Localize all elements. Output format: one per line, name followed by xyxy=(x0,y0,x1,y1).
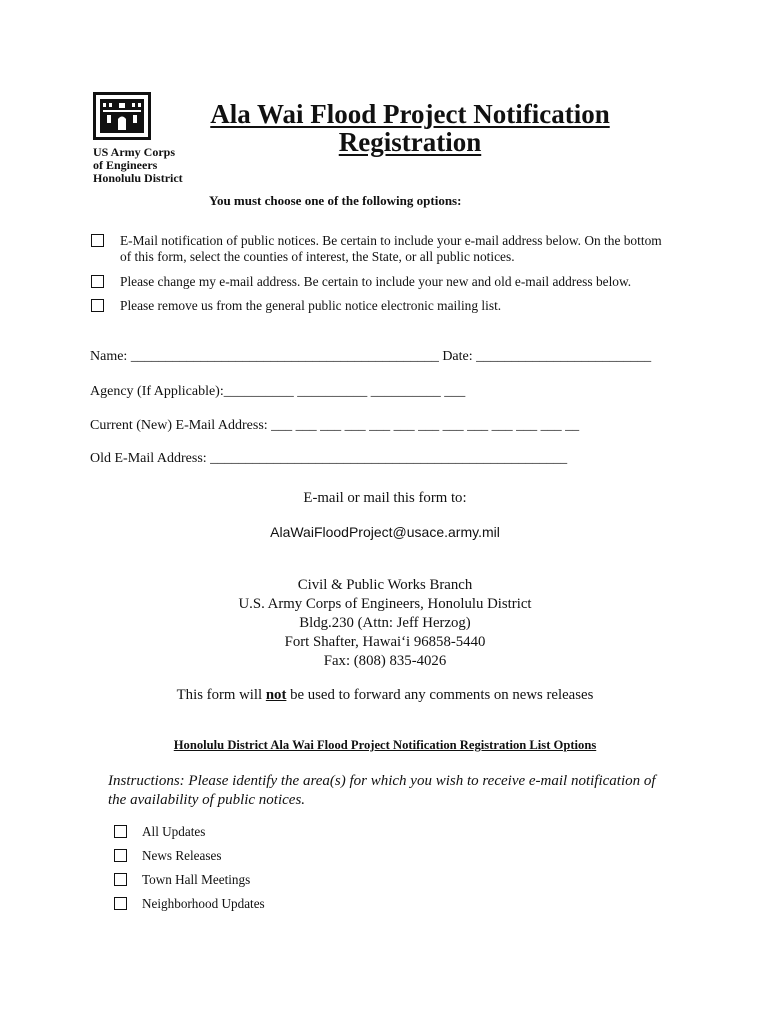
old-email-field[interactable]: Old E-Mail Address: ___________________________________________________ xyxy=(90,451,568,466)
option-remove-checkbox[interactable] xyxy=(91,299,104,312)
forward-notice-after: be used to forward any comments on news releases xyxy=(286,687,594,703)
option-remove-label: Please remove us from the general public notice electronic mailing list. xyxy=(120,298,502,313)
option-email-notification-line-2: of this form, select the counties of interest, the State, or all public notices. xyxy=(120,249,515,264)
option-change-email-label: Please change my e-mail address. Be certain to include your new and old e-mail address below. xyxy=(120,274,632,289)
options-subtitle: You must choose one of the following options: xyxy=(209,193,462,208)
address-line-4: Fort Shafter, Hawai‘i 96858-5440 xyxy=(284,634,486,650)
option-change-email xyxy=(91,274,691,290)
org-line-2: of Engineers xyxy=(93,158,158,172)
name-date-field[interactable]: Name: ____________________________________________ Date: _________________________ xyxy=(90,349,652,364)
current-email-field[interactable]: Current (New) E-Mail Address: ___ ___ ___ ___ ___ ___ ___ ___ ___ ___ ___ ___ __ xyxy=(90,418,580,433)
title-line-2: Registration xyxy=(338,127,482,157)
address-line-1: Civil & Public Works Branch xyxy=(297,577,473,593)
option-email-notification-checkbox[interactable] xyxy=(91,234,104,247)
address-line-5: Fax: (808) 835-4026 xyxy=(323,653,447,669)
instructions-line-1: Instructions: Please identify the area(s) for which you wish to receive e-mail notification of xyxy=(108,773,656,789)
instructions xyxy=(108,772,688,810)
list-options-title: Honolulu District Ala Wai Flood Project Notification Registration List Options xyxy=(173,738,597,752)
org-line-3: Honolulu District xyxy=(93,171,183,185)
castle-icon xyxy=(100,99,144,133)
all-updates-label: All Updates xyxy=(142,824,206,839)
list-item-all-updates xyxy=(114,824,205,840)
org-line-1: US Army Corps xyxy=(93,145,176,159)
address-line-3: Bldg.230 (Attn: Jeff Herzog) xyxy=(299,615,471,631)
forward-notice-before: This form will xyxy=(176,687,266,703)
all-updates-checkbox[interactable] xyxy=(114,825,127,838)
forward-notice-emphasis: not xyxy=(265,687,287,703)
list-item-neighborhood-updates xyxy=(114,896,265,912)
option-remove xyxy=(91,298,691,314)
list-item-news-releases xyxy=(114,848,221,864)
option-change-email-checkbox[interactable] xyxy=(91,275,104,288)
title-line-1: Ala Wai Flood Project Notification xyxy=(210,99,610,129)
town-hall-meetings-label: Town Hall Meetings xyxy=(142,872,251,887)
instructions-line-2: the availability of public notices. xyxy=(108,792,306,808)
address-line-2: U.S. Army Corps of Engineers, Honolulu District xyxy=(238,596,532,612)
option-email-notification xyxy=(91,233,691,265)
agency-field[interactable]: Agency (If Applicable):__________ __________ __________ ___ xyxy=(90,384,466,399)
neighborhood-updates-label: Neighborhood Updates xyxy=(142,896,265,911)
contact-intro: E-mail or mail this form to: xyxy=(303,490,467,506)
contact-email[interactable]: AlaWaiFloodProject@usace.army.mil xyxy=(270,524,500,540)
option-email-notification-line-1: E-Mail notification of public notices. Be certain to include your e-mail address below. On the bottom xyxy=(120,233,662,248)
address-block xyxy=(0,576,770,671)
usace-castle-logo xyxy=(93,92,151,140)
forward-notice xyxy=(0,686,770,705)
town-hall-meetings-checkbox[interactable] xyxy=(114,873,127,886)
news-releases-checkbox[interactable] xyxy=(114,849,127,862)
org-name xyxy=(93,146,183,185)
list-item-town-hall-meetings xyxy=(114,872,250,888)
news-releases-label: News Releases xyxy=(142,848,222,863)
form-title xyxy=(205,100,615,156)
neighborhood-updates-checkbox[interactable] xyxy=(114,897,127,910)
